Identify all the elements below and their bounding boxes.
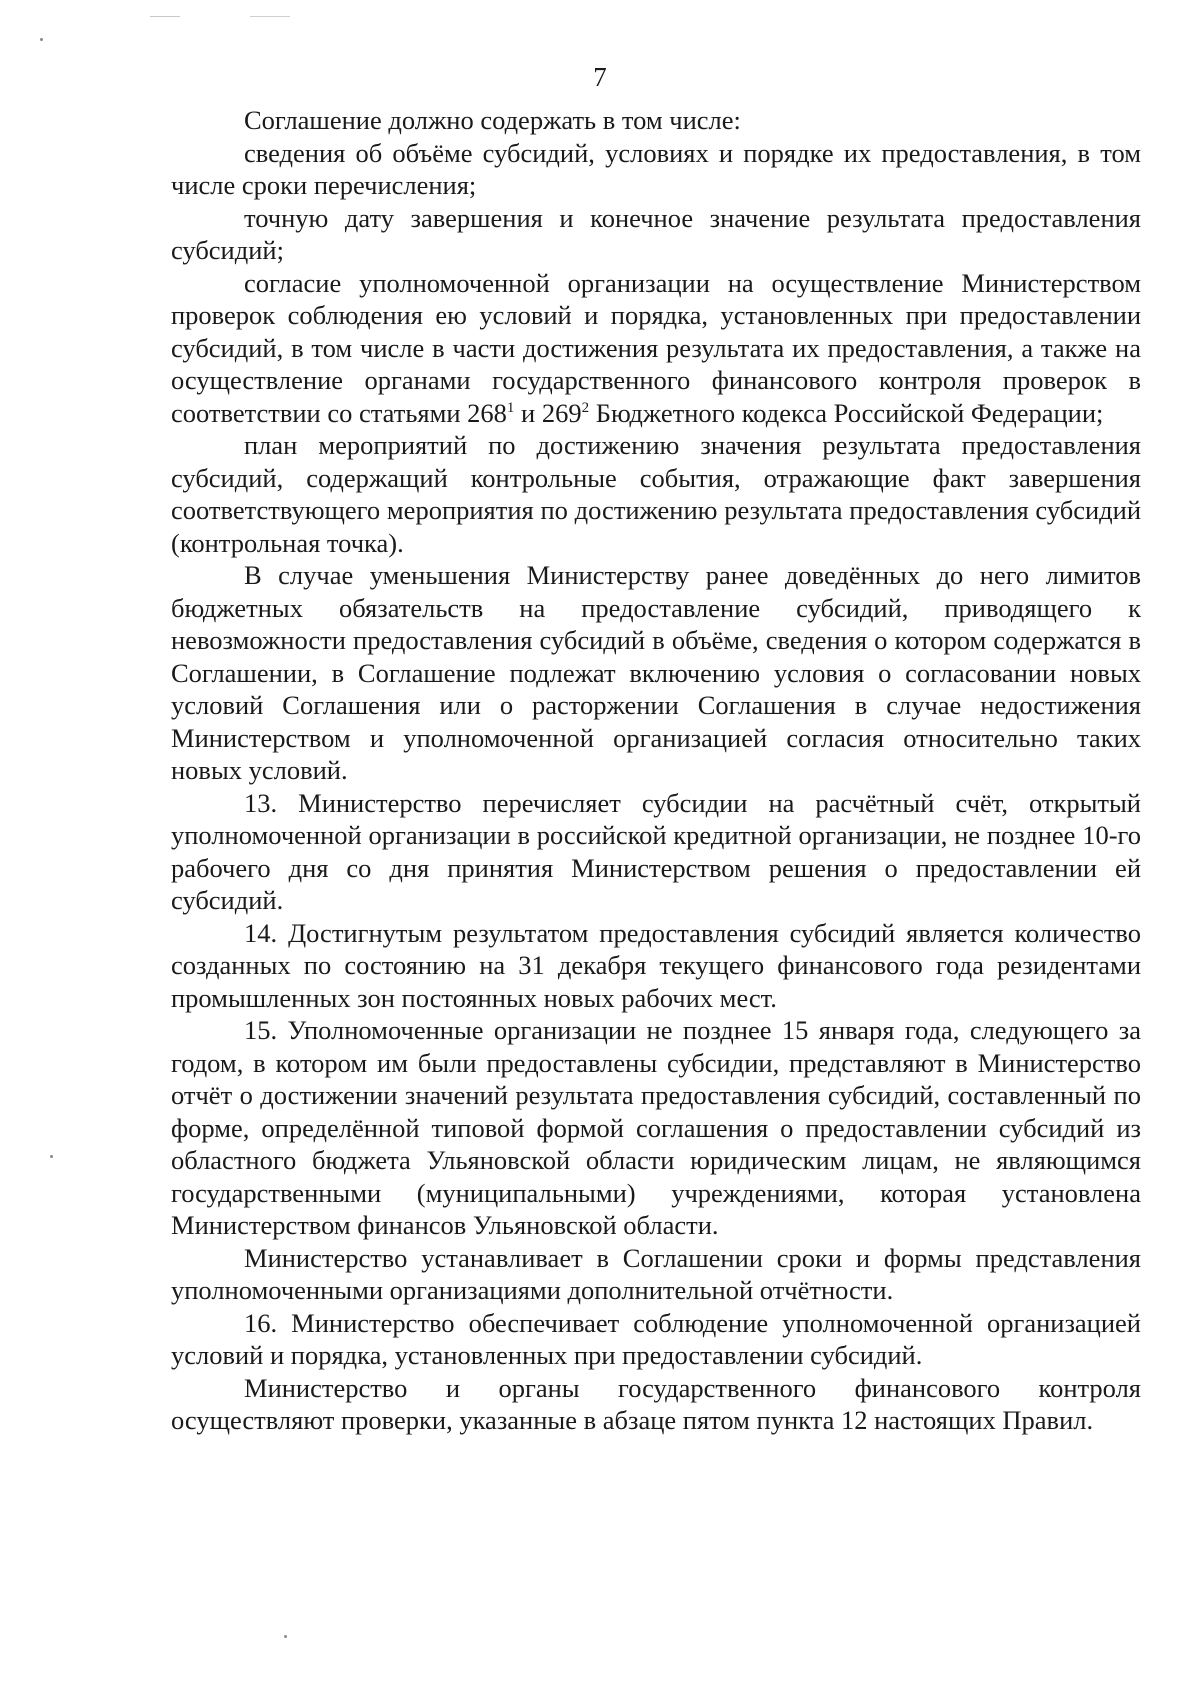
scan-speck: [40, 38, 43, 41]
paragraph-completion-date: точную дату завершения и конечное значение результата предоставления субсидий;: [171, 202, 1141, 265]
scan-speck: [250, 16, 290, 17]
paragraph-subsidy-volume: сведения об объёме субсидий, условиях и порядке их предоставления, в том числе сроки перечисления;: [171, 137, 1141, 200]
scan-speck: [150, 16, 180, 17]
paragraph-15-report: 15. Уполномоченные организации не позднее 15 января года, следующего за годом, в котором им были предоставлены субсидии, представляют в Министерство отчёт о достижении значений результата предоставления субсидий, составленный по форме, определённой типовой формой соглашения о предоставлении субсидий из областного бюджета Ульяновской области юридическим лицам, не являющимся государственными (муниципальными) учреждениями, которая установлена Министерством финансов Ульяновской области.: [171, 1015, 1141, 1240]
paragraph-agreement-contents: Соглашение должно содержать в том числе:: [244, 105, 741, 135]
paragraph-13-transfer: 13. Министерство перечисляет субсидии на расчётный счёт, открытый уполномоченной организации в российской кредитной организации, не позднее 10-го рабочего дня со дня принятия Министерством решения о предоставлении ей субсидий.: [171, 787, 1141, 915]
page-number: 7: [593, 62, 607, 92]
scan-speck: [284, 1635, 287, 1638]
article-269-superscript: 2: [581, 399, 590, 416]
paragraph-inspections: Министерство и органы государственного финансового контроля осуществляют проверки, указанные в абзаце пятом пункта 12 настоящих Правил.: [171, 1372, 1141, 1435]
article-269-text: и 269: [514, 397, 582, 428]
paragraph-action-plan: план мероприятий по достижению значения результата предоставления субсидий, содержащий контрольные события, отражающие факт завершения соответствующего мероприятия по достижению результата предоставления субсидий (контрольная точка).: [171, 430, 1141, 558]
paragraph-limit-reduction: В случае уменьшения Министерству ранее доведённых до него лимитов бюджетных обязательств на предоставление субсидий, приводящего к невозможности предоставления субсидий в объёме, сведения о котором содержатся в Соглашении, в Соглашение подлежат включению условия о согласовании новых условий Соглашения или о расторжении Соглашения в случае недостижения Министерством и уполномоченной организацией согласия относительно таких новых условий.: [171, 560, 1141, 785]
paragraph-16-compliance: 16. Министерство обеспечивает соблюдение уполномоченной организацией условий и порядка, установленных при предоставлении субсидий.: [171, 1307, 1141, 1370]
budget-code-text: Бюджетного кодекса Российской Федерации;: [589, 397, 1104, 428]
scan-speck: [50, 1155, 53, 1158]
paragraph-inspection-consent: [171, 267, 1141, 430]
document-body: [171, 104, 1141, 1437]
article-268-superscript: 1: [506, 399, 515, 416]
paragraph-additional-reporting: Министерство устанавливает в Соглашении сроки и формы представления уполномоченными организациями дополнительной отчётности.: [171, 1242, 1141, 1305]
inspection-consent-text: согласие уполномоченной организации на осуществление Министерством проверок соблюдения ею условий и порядка, установленных при предоставлении субсидий, в том числе в части достижения результата их предоставления, а также на осуществление органами государственного финансового контроля проверок в соответствии со статьями 268: [171, 267, 1141, 428]
paragraph-14-result: 14. Достигнутым результатом предоставления субсидий является количество созданных по состоянию на 31 декабря текущего финансового года резидентами промышленных зон постоянных новых рабочих мест.: [171, 917, 1141, 1013]
